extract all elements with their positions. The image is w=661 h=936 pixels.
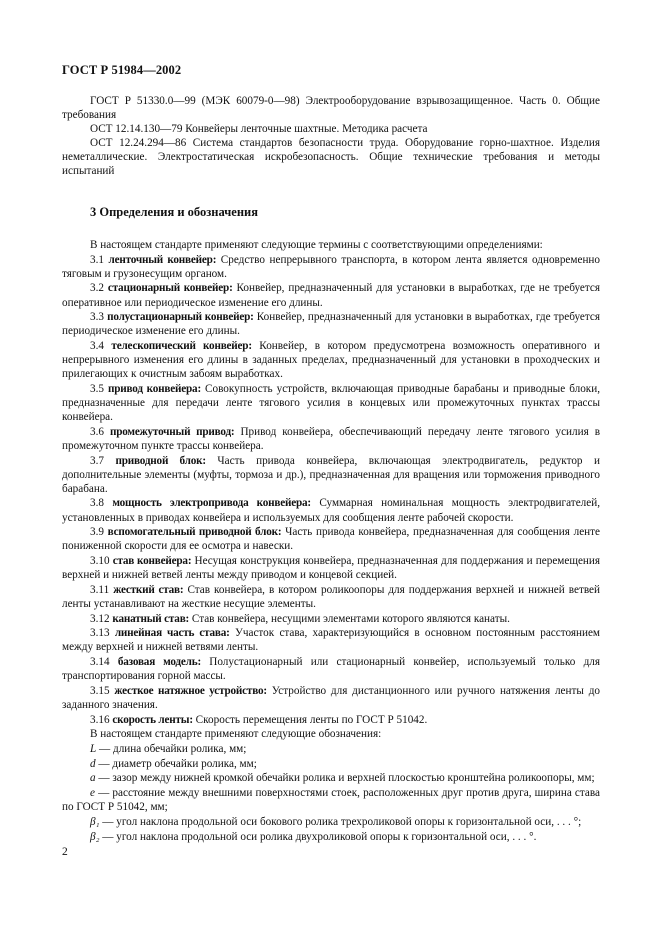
definition-term: приводной блок: [115,454,206,467]
reference-item: ОСТ 12.14.130—79 Конвейеры ленточные шахтные. Методика расчета [90,123,428,136]
definition-item [62,684,600,712]
symbol-description: — диаметр обечайки ролика, мм; [95,757,257,770]
definition-item [62,554,600,582]
definition-term: канатный став: [112,612,190,625]
definition-text: Часть привода конвейера, включающая электродвигатель, редуктор и дополнительные элементы (муфты, тормоза и др.), предназначенная для вращения или торможения приводного барабана. [62,454,601,495]
definition-item [62,382,600,424]
definition-text: Совокупность устройств, включающая приводные барабаны и приводные блоки, предназначенные для передачи ленте тягового усилия в концевых или промежуточных пунктах трассы конвейера. [62,382,601,424]
normative-references [62,94,600,179]
definition-item [62,425,600,453]
symbol-item [62,742,600,756]
definition-item [62,525,600,553]
section-title: 3 Определения и обозначения [90,205,259,219]
definition-text: Часть привода конвейера, предназначенная для сообщения ленте пониженной скорости для ее осмотра и навески. [62,526,600,553]
symbol-name: L [90,742,97,755]
definition-text: Участок става, характеризующийся в основном постоянным расстоянием между верхней и нижней ветвями ленты. [62,627,600,654]
reference-item: ГОСТ Р 51330.0—99 (МЭК 60079-0—98) Электрооборудование взрывозащищенное. Часть 0. Общие требования [62,95,600,122]
symbols-list [62,742,600,844]
definition-term: привод конвейера: [108,382,201,395]
definition-number: 3.15 [90,684,110,697]
definition-term: жесткий став: [113,583,184,596]
definition-term: жесткое натяжное устройство: [114,684,267,697]
definition-term: промежуточный привод: [109,425,235,438]
definition-item [62,339,600,381]
definition-text: Несущая конструкция конвейера, предназначенная для поддержания и перемещения верхней и нижней ветвей ленты между приводом и концевой секцией. [62,555,601,582]
definition-text: Скорость перемещения ленты по ГОСТ Р 51042. [195,713,428,726]
symbol-item [62,757,600,771]
symbol-name: d [90,757,96,770]
symbol-name: e [90,787,95,800]
definition-text: Устройство для дистанционного или ручного натяжения ленты до заданного значения. [62,684,601,711]
definition-number: 3.2 [90,282,104,295]
definition-number: 3.8 [90,497,104,510]
definition-text: Полустационарный или стационарный конвейер, используемый только для транспортирования горной массы. [62,656,601,683]
page-number: 2 [62,846,68,858]
definition-term: полустационарный конвейер: [107,311,254,324]
definition-number: 3.7 [90,454,104,467]
definition-text: Став конвейера, несущими элементами которого являются канаты. [191,612,510,625]
definition-term: стационарный конвейер: [107,282,233,295]
symbol-item [62,786,600,814]
definition-item [62,310,600,338]
definition-text: Став конвейера, в котором роликоопоры для поддержания верхней и нижней ветвей ленты устанавливают на жесткие несущие элементы. [62,583,601,610]
definition-text: Средство непрерывного транспорта, в котором лента является одновременно тяговым и грузонесущим органом. [62,253,601,280]
definition-number: 3.10 [90,555,110,567]
definition-number: 3.16 [90,713,110,726]
definition-number: 3.11 [90,583,110,596]
definition-text: Конвейер, предназначенный для установки в выработках, где не требуется оперативное или периодическое изменение его длины. [62,282,601,309]
symbol-name: a [90,772,96,785]
definitions-list [62,253,600,727]
symbol-name: β₁ [90,815,100,828]
symbols-intro: В настоящем стандарте применяют следующие обозначения: [90,728,382,741]
definition-item [62,253,600,281]
definition-number: 3.5 [90,382,104,395]
definition-number: 3.13 [90,627,110,640]
reference-item: ОСТ 12.24.294—86 Система стандартов безопасности труда. Оборудование горно-шахтное. Изделия неметаллические. Электростатическая искробезопасность. Общие технические требования и методы испытаний [62,137,600,178]
definition-term: линейная часть става: [114,627,230,640]
definition-number: 3.4 [90,340,104,353]
definition-term: скорость ленты: [112,713,193,726]
definition-item [62,713,600,727]
definition-text: Суммарная номинальная мощность электродвигателей, установленных в приводах конвейера и используемых для сообщения ленте рабочей скорости. [62,497,600,524]
definition-term: телескопический конвейер: [111,340,252,353]
definition-number: 3.1 [90,253,104,266]
definition-text: Конвейер, предназначенный для установки в выработках, где требуется периодическое изменение его длины. [62,311,601,338]
definition-item [62,583,600,611]
definition-number: 3.9 [90,526,104,539]
symbol-description: — угол наклона продольной оси бокового ролика трехроликовой опоры к горизонтальной оси, . . . °; [99,815,582,828]
symbol-description: — расстояние между внешними поверхностями стоек, расположенных друг против друга, ширина става по ГОСТ Р 51042, мм; [62,787,600,814]
definition-term: ленточный конвейер: [108,253,217,266]
symbol-name: β₂ [90,830,100,843]
definition-term: мощность электропривода конвейера: [112,497,311,510]
document-header: ГОСТ Р 51984—2002 [62,63,182,77]
definition-number: 3.14 [90,656,110,669]
symbol-item [62,815,600,829]
symbol-description: — длина обечайки ролика, мм; [96,742,247,755]
definition-item [62,454,600,496]
definition-item [62,612,600,626]
symbol-item [62,771,600,785]
symbol-description: — зазор между нижней кромкой обечайки ролика и верхней плоскостью кронштейна роликоопоры, мм; [95,772,595,785]
definition-text: Конвейер, в котором предусмотрена возможность оперативного и непрерывного изменения его длины в заданных пределах, предназначенный для установки в проходческих и прилегающих к очистным забоям выработках. [62,340,601,381]
definition-term: вспомогательный приводной блок: [107,526,282,539]
definition-text: Привод конвейера, обеспечивающий передачу ленте тягового усилия в промежуточном пункте трассы конвейера. [62,425,601,452]
definition-item [62,281,600,309]
definition-term: базовая модель: [117,656,201,669]
definition-number: 3.6 [90,425,104,438]
definition-item [62,496,600,524]
definition-number: 3.12 [90,612,110,625]
intro-paragraph: В настоящем стандарте применяют следующие термины с соответствующими определениями: [90,239,543,251]
definition-term: став конвейера: [112,555,192,567]
definition-number: 3.3 [90,311,104,324]
definition-item [62,655,600,683]
symbol-item [62,830,600,844]
definitions-body [62,238,600,844]
symbol-description: — угол наклона продольной оси ролика двухроликовой опоры к горизонтальной оси, . . . °. [99,830,537,843]
definition-item [62,626,600,654]
